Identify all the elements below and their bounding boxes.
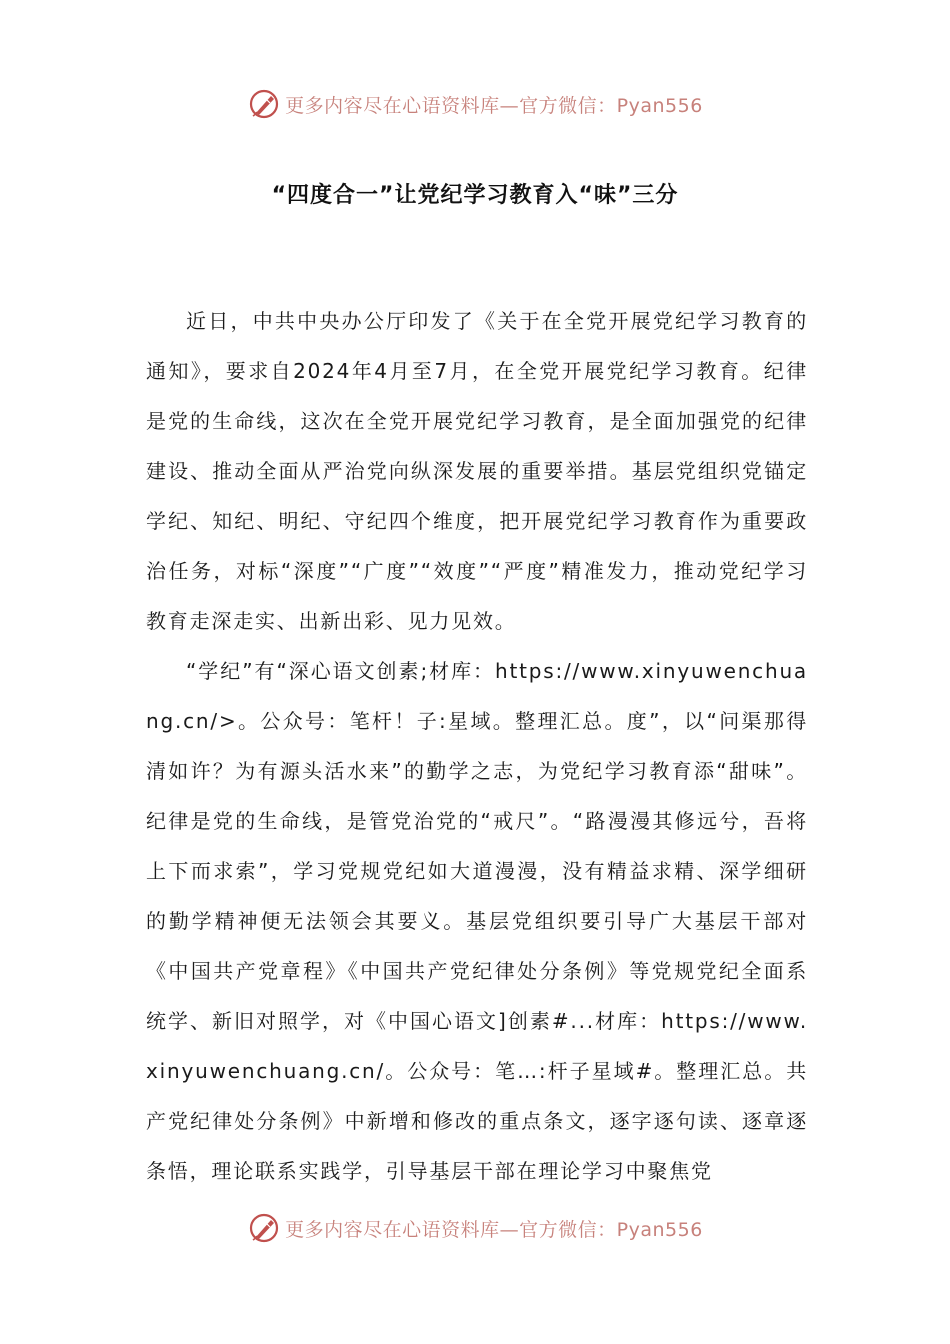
quill-logo-icon <box>247 87 281 121</box>
quill-logo-icon <box>247 1211 281 1245</box>
footer-wechat-id: Pyan556 <box>616 1218 703 1241</box>
footer-watermark-text: 更多内容尽在心语资料库—官方微信：Pyan556 <box>285 1218 703 1241</box>
footer-watermark-banner <box>0 1208 950 1248</box>
document-body <box>146 296 808 1196</box>
header-wechat-id: Pyan556 <box>616 94 703 117</box>
document-title: “四度合一”让党纪学习教育入“味”三分 <box>271 183 679 208</box>
paragraph-1: 近日，中共中央办公厅印发了《关于在全党开展党纪学习教育的通知》，要求自2024年4月至7月，在全党开展党纪学习教育。纪律是党的生命线，这次在全党开展党纪学习教育，是全面加强党的纪律建设、推动全面从严治党向纵深发展的重要举措。基层党组织党锚定学纪、知纪、明纪、守纪四个维度，把开展党纪学习教育作为重要政治任务，对标“深度”“广度”“效度”“严度”精准发力，推动党纪学习教育走深走实、出新出彩、见力见效。 <box>146 309 808 633</box>
header-watermark-text: 更多内容尽在心语资料库—官方微信：Pyan556 <box>285 94 703 117</box>
header-watermark-banner <box>0 84 950 124</box>
paragraph-2: “学纪”有“深心语文创素;材库：https://www.xinyuwenchuang.cn/>。公众号：笔杆！子:星域。整理汇总。度”，以“问渠那得清如许？为有源头活水来”的勤学之志，为党纪学习教育添“甜味”。纪律是党的生命线，是管党治党的“戒尺”。“路漫漫其修远兮，吾将上下而求索”，学习党规党纪如大道漫漫，没有精益求精、深学细研的勤学精神便无法领会其要义。基层党组织要引导广大基层干部对《中国共产党章程》《中国共产党纪律处分条例》等党规党纪全面系统学、新旧对照学，对《中国心语文]创素#...材库：https://www.xinyuwenchuang.cn/。公众号：笔…:杆子星域#。整理汇总。共产党纪律处分条例》中新增和修改的重点条文，逐字逐句读、逐章逐条悟，理论联系实践学，引导基层干部在理论学习中聚焦党 <box>146 659 808 1183</box>
